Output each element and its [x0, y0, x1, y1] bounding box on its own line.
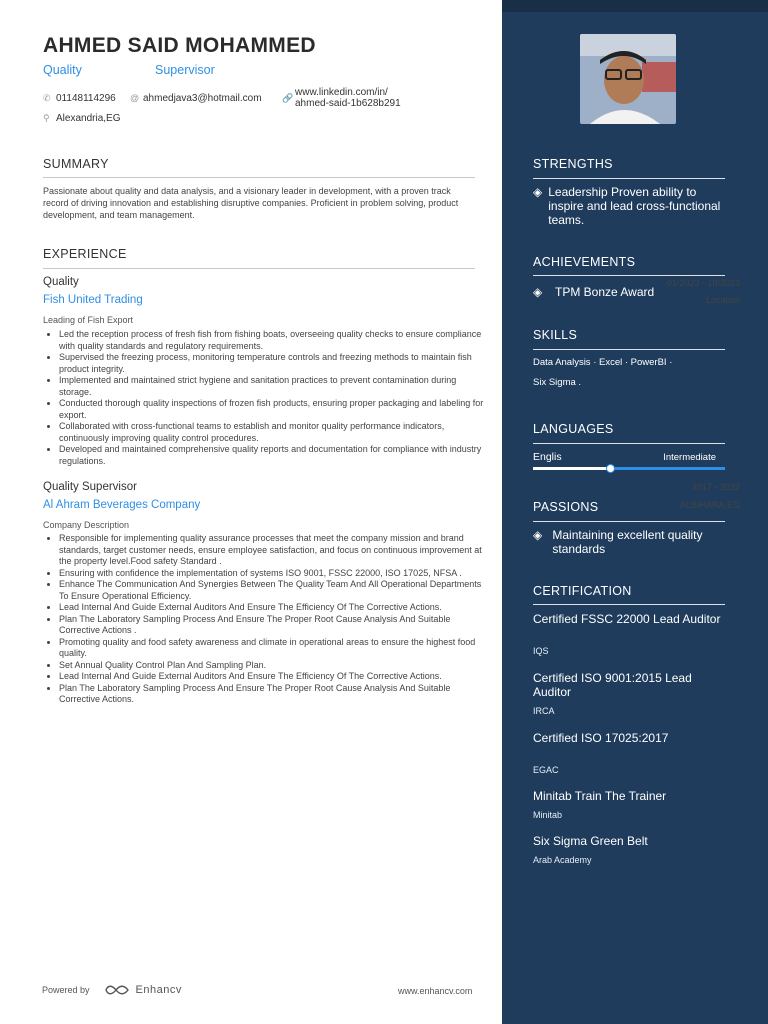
- list-item: • Lead Internal And Guide External Auditors And Ensure The Efficiency Of The Corrective Actions.: [59, 602, 491, 614]
- list-item: • Plan The Laboratory Sampling Process And Ensure The Proper Root Cause Analysis And Suitable Corrective Actions.: [59, 683, 491, 706]
- experience-title: EXPERIENCE: [43, 247, 127, 261]
- location-contact: [43, 113, 120, 124]
- list-item: • Collaborated with cross-functional teams to establish and monitor quality performance indicators, continuously improving quality control procedures.: [59, 421, 491, 444]
- passions-title: PASSIONS: [533, 500, 599, 514]
- summary-text: Passionate about quality and data analysis, and a visionary leader in development, with a proven track record of driving innovation and establishing disruptive companies. Proficient in problem solving, product development, and team management.: [43, 186, 459, 220]
- location-text: Alexandria,EG: [56, 113, 121, 124]
- job-subtitle: Leading of Fish Export: [43, 315, 134, 325]
- strengths-title: STRENGTHS: [533, 157, 613, 171]
- at-icon: @: [130, 93, 140, 103]
- linkedin-contact[interactable]: [282, 87, 401, 109]
- experience-divider: [43, 268, 475, 269]
- list-item: • Conducted thorough quality inspections of frozen fish products, ensuring proper packaging and labeling for export.: [59, 398, 491, 421]
- summary-title: SUMMARY: [43, 157, 109, 171]
- strengths-divider: [533, 178, 725, 179]
- achievement-item: [533, 285, 725, 299]
- profile-photo: [580, 34, 676, 124]
- list-item: • Ensuring with confidence the implementation of systems ISO 9001, FSSC 22000, ISO 17025, NFSA .: [59, 568, 491, 580]
- job-company: Fish United Trading: [43, 294, 143, 306]
- email-contact[interactable]: [130, 93, 262, 104]
- list-item: • Enhance The Communication And Synergies Between The Quality Team And All Operational Departments To Ensure Operational Efficiency.: [59, 579, 491, 602]
- job-bullets: [43, 533, 491, 706]
- job-bullets: [43, 329, 491, 467]
- phone-text: 01148114296: [56, 93, 116, 104]
- achievement-text: TPM Bonze Award: [555, 285, 655, 299]
- cert-name: Certified ISO 9001:2015 Lead Auditor: [533, 671, 692, 699]
- certification-divider: [533, 604, 725, 605]
- passion-text: Maintaining excellent quality standards: [552, 528, 703, 556]
- list-item: • Implemented and maintained strict hygiene and sanitation practices to prevent contamination during storage.: [59, 375, 491, 398]
- list-item: • Supervised the freezing process, monitoring temperature controls and freezing methods to maintain fish product integrity.: [59, 352, 491, 375]
- brand-text: Enhancv: [135, 984, 182, 996]
- list-item: • Lead Internal And Guide External Auditors And Ensure The Efficiency Of The Corrective Actions.: [59, 671, 491, 683]
- role-left: Quality: [43, 63, 82, 77]
- list-item: • Set Annual Quality Control Plan And Sampling Plan.: [59, 660, 491, 672]
- sidebar-top-bar: [502, 0, 768, 12]
- list-item: • Plan The Laboratory Sampling Process And Ensure The Proper Root Cause Analysis And Suitable Corrective Actions .: [59, 614, 491, 637]
- person-name: AHMED SAID MOHAMMED: [43, 34, 316, 57]
- languages-title: LANGUAGES: [533, 422, 614, 436]
- skills-line: Six Sigma .: [533, 377, 582, 388]
- strength-item: [533, 185, 725, 227]
- languages-divider: [533, 443, 725, 444]
- diamond-icon: ◈: [533, 185, 543, 199]
- job-dates: 2017 - 2022: [691, 482, 740, 492]
- linkedin-line1[interactable]: www.linkedin.com/in/: [295, 87, 388, 98]
- passion-item: [533, 528, 725, 556]
- link-icon: 🔗: [282, 93, 294, 103]
- language-level: Intermediate: [663, 452, 716, 463]
- skills-line: Data Analysis · Excel · PowerBI ·: [533, 357, 673, 368]
- phone-icon: ✆: [43, 93, 51, 103]
- enhancv-logo-icon: [104, 984, 130, 996]
- location-pin-icon: ⚲: [43, 113, 50, 123]
- cert-name: Minitab Train The Trainer: [533, 789, 667, 803]
- list-item: • Developed and maintained comprehensive quality reports and documentation for compliance with industry regulations.: [59, 444, 491, 467]
- diamond-icon: ◈: [533, 528, 543, 542]
- diamond-icon: ◈: [533, 285, 543, 299]
- footer-website[interactable]: www.enhancv.com: [398, 986, 473, 996]
- phone-contact: [43, 93, 116, 104]
- cert-name: Six Sigma Green Belt: [533, 834, 648, 848]
- summary-divider: [43, 177, 475, 178]
- job-title: Quality Supervisor: [43, 481, 137, 493]
- linkedin-line2[interactable]: ahmed-said-1b628b291: [295, 98, 401, 109]
- job-company: Al Ahram Beverages Company: [43, 499, 201, 511]
- achievements-divider: [533, 275, 725, 276]
- cert-issuer: IRCA: [533, 706, 555, 716]
- enhancv-logo[interactable]: [104, 984, 182, 996]
- cert-issuer: Arab Academy: [533, 855, 592, 865]
- cert-name: Certified ISO 17025:2017: [533, 731, 669, 745]
- role-right: Supervisor: [155, 63, 215, 77]
- list-item: • Promoting quality and food safety awareness and climate in operational areas to ensure the highest food quality.: [59, 637, 491, 660]
- job-title: Quality: [43, 276, 79, 288]
- skills-title: SKILLS: [533, 328, 578, 342]
- list-item: • Led the reception process of fresh fish from fishing boats, overseeing quality checks to ensure compliance with quality standards and regulatory requirements.: [59, 329, 491, 352]
- certification-title: CERTIFICATION: [533, 584, 632, 598]
- cert-issuer: EGAC: [533, 765, 559, 775]
- strength-text: Leadership Proven ability to inspire and lead cross-functional teams.: [548, 185, 721, 227]
- list-item: • Responsible for implementing quality assurance processes that meet the company mission and brand standards, target customer needs, ensure employee satisfaction, and focus on continuous improvement at the property level.Food safety Standard .: [59, 533, 491, 568]
- language-proficiency-knob: [606, 464, 615, 473]
- language-name: Englis: [533, 451, 562, 463]
- job-dates: 01/2023 - 10/2023: [666, 278, 740, 288]
- job-subtitle: Company Description: [43, 520, 130, 530]
- cert-issuer: Minitab: [533, 810, 563, 820]
- email-text[interactable]: ahmedjava3@hotmail.com: [143, 93, 262, 104]
- job-location: ALBIHARA,EG: [679, 500, 740, 510]
- powered-by-text: Powered by: [42, 985, 90, 995]
- skills-divider: [533, 349, 725, 350]
- cert-issuer: IQS: [533, 646, 549, 656]
- achievements-title: ACHIEVEMENTS: [533, 255, 636, 269]
- passions-divider: [533, 521, 725, 522]
- language-proficiency-bar: [533, 467, 725, 470]
- job-location: Location: [705, 295, 740, 305]
- language-proficiency-fill: [533, 467, 610, 470]
- profile-photo-image: [580, 34, 676, 124]
- footer-powered: [42, 984, 182, 996]
- cert-name: Certified FSSC 22000 Lead Auditor: [533, 612, 721, 626]
